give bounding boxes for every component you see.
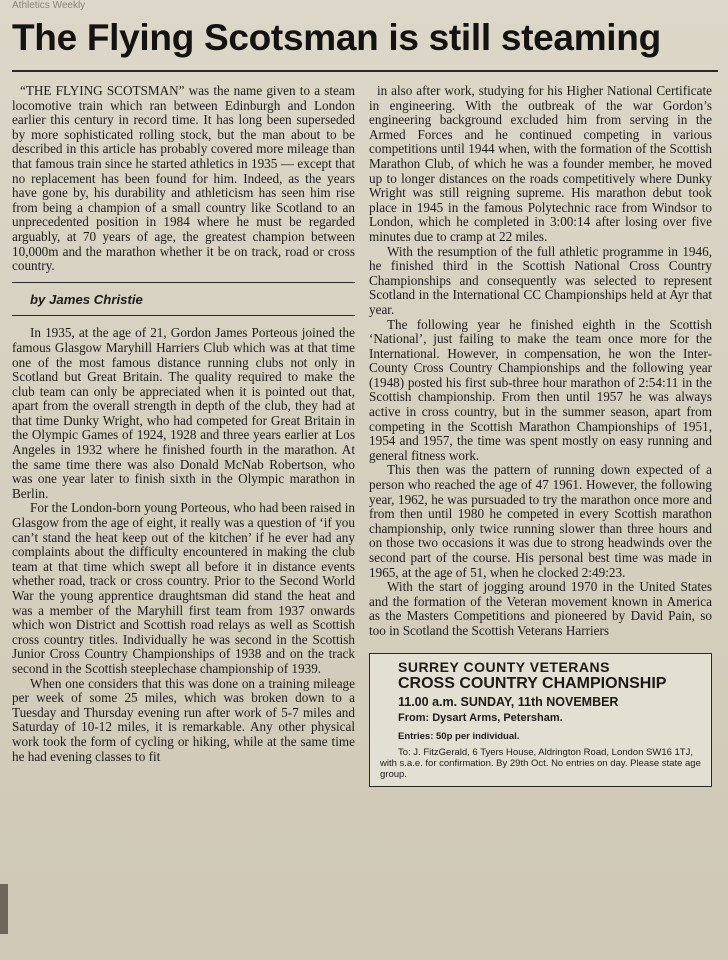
body-paragraph: When one considers that this was done on a training mileage per week of some 25 miles, which was broken down to a Tuesday and Thursday evening run after work of 5-7 miles and Saturday of 10-12 miles, it is remarkable. Any other physical work took the form of cycling or hiking, while at the same time he had evening classes to fit <box>12 675 355 764</box>
body-paragraph: For the London-born young Porteous, who had been raised in Glasgow from the age of eight, it really was a question of ‘if you can’t stand the heat keep out of the kitchen’ if he ever had any complaints about the difficulty encountered in making the club team at that time which swept all before it in distance events whether road, track or cross country. Prior to the Second World War the young apprentice draughtsman did stand the heat and was a member of the Maryhill first team from 1937 onwards which won District and Scottish road relays as well as Scottish cross country titles. Individually he was second in the Scottish Junior Cross Country Championships of 1938 and on the track second in the Scottish steeplechase championship of 1939. <box>12 500 355 676</box>
body-paragraph: The following year he finished eighth in the Scottish ‘National’, just failing to make the team once more for the International. However, in compensation, he won the Inter-County Cross Country Championships and the following year (1948) posted his first sub-three hour marathon of 2:54:11 in the Scottish championship. From then until 1957 he was always active in cross country, but in the summer season, apart from competing in the Scottish Marathon Championships of 1951, 1954 and 1957, the time was spent mostly on easy running and general fitness work. <box>369 316 712 463</box>
page-edge-strip <box>0 884 8 934</box>
masthead: Athletics Weekly <box>12 0 86 11</box>
article-columns <box>12 84 718 787</box>
advert-venue: From: Dysart Arms, Petersham. <box>398 712 563 725</box>
advert-organiser: SURREY COUNTY VETERANS <box>398 658 610 675</box>
body-paragraph: This then was the pattern of running down expected of a person who reached the age of 47 1961. However, the following year, 1962, he was pursuaded to try the marathon once more and from then until 1980 he competed in every Scottish marathon championship, only twice running slower than three hours and on those two occasions it was due to strong headwinds over the second part of the course. His personal best time was made in 1965, at the age of 51, when he clocked 2:49:23. <box>369 462 712 580</box>
advert-event-title: CROSS COUNTRY CHAMPIONSHIP <box>398 675 667 693</box>
body-paragraph: in also after work, studying for his Higher National Certificate in engineering. With the outbreak of the war Gordon’s engineering background excluded him from serving in the Armed Forces and he continued competing in various competitions until 1944 when, with the formation of the Scottish Marathon Club, of which he was a founder member, he moved up to longer distances on the roads competitively where Dunky Wright was still reigning supreme. His marathon debut took place in 1945 in the famous Polytechnic race from Windsor to London, which he completed in 3:00:14 after losing over five minutes due to cramp at 22 miles. <box>369 83 712 244</box>
advert-contact: To: J. FitzGerald, 6 Tyers House, Aldrington Road, London SW16 1TJ, with s.a.e. for confirmation. By 29th Oct. No entries on day. Please state age group. <box>380 746 701 780</box>
headline-rule <box>12 70 718 72</box>
byline-box <box>12 282 355 317</box>
body-paragraph: In 1935, at the age of 21, Gordon James Porteous joined the famous Glasgow Maryhill Harriers Club which was at that time one of the most famous distance running clubs not only in Scotland but Great Britain. The quality required to make the club team can only be appreciated when it is pointed out that, apart from the overall strength in depth of the club, they had at that time Dunky Wright, who had competed for Great Britain in the Olympic Games of 1924, 1928 and three years earlier at Los Angeles in 1932 where he finished fourth in the marathon. At the same time there was also Donald McNab Robertson, who was one year later to finish sixth in the Olympic marathon in Berlin. <box>12 325 355 501</box>
byline: by James Christie <box>30 291 143 307</box>
right-column <box>369 84 712 787</box>
advert-entries: Entries: 50p per individual. <box>398 730 520 742</box>
intro-paragraph: “THE FLYING SCOTSMAN” was the name given to a steam locomotive train which ran between Edinburgh and London earlier this century in record time. It has long been superseded by more sophisticated rolling stock, but the man about to be described in this article has probably covered more mileage than that famous train since he started athletics in 1935 — except that no replacement has been found for him. Indeed, as the years have gone by, his durability and athleticism has seen him rise from being a champion of a small country like Scotland to an unprecedented position in 1984 where he must be regarded arguably, at 70 years of age, the greatest champion between 10,000m and the marathon whether it be on track, road or cross country. <box>12 83 355 274</box>
headline: The Flying Scotsman is still steaming <box>12 17 661 58</box>
left-column <box>12 84 355 787</box>
race-advert <box>369 653 712 787</box>
body-paragraph: With the start of jogging around 1970 in the United States and the formation of the Veteran movement known in America as the Masters Competitions and pioneered by David Pain, so too in Scotland the Scottish Veterans Harriers <box>369 579 712 638</box>
body-paragraph: With the resumption of the full athletic programme in 1946, he finished third in the Scottish National Cross Country Championships and consequently was selected to represent Scotland in the International CC Championships held at Ayr that year. <box>369 243 712 317</box>
advert-date-time: 11.00 a.m. SUNDAY, 11th NOVEMBER <box>398 694 619 709</box>
